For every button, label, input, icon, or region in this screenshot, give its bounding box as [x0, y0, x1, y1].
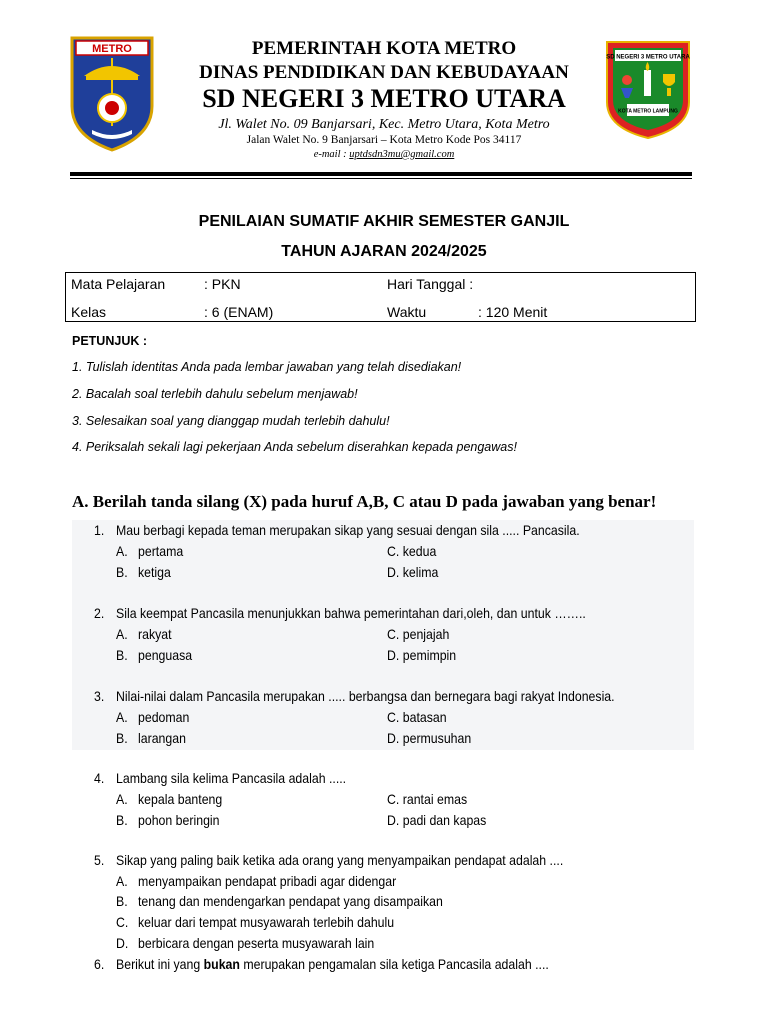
option-letter: B. — [116, 730, 128, 746]
time-label: Waktu — [387, 304, 427, 320]
academic-year: TAHUN AJARAN 2024/2025 — [281, 243, 487, 260]
exam-title: PENILAIAN SUMATIF AKHIR SEMESTER GANJIL — [198, 213, 570, 230]
question-1-option-a[interactable]: pertama — [138, 543, 184, 559]
header-divider-thick — [70, 172, 692, 176]
school-address-postal: Jalan Walet No. 9 Banjarsari – Kota Metro Kode Pos 34117 — [246, 134, 522, 146]
question-2-option-b[interactable]: penguasa — [138, 647, 193, 663]
question-3-option-a[interactable]: pedoman — [138, 709, 190, 725]
question-2-option-c[interactable]: C. penjajah — [387, 626, 450, 642]
question-1-number: 1. — [94, 522, 105, 538]
question-5-option-c[interactable]: keluar dari tempat musyawarah terlebih dahulu — [138, 914, 395, 930]
question-3-option-d[interactable]: D. permusuhan — [387, 730, 472, 746]
question-5-number: 5. — [94, 852, 105, 868]
instruction-item: 1. Tulislah identitas Anda pada lembar jawaban yang telah disediakan! — [72, 360, 462, 374]
day-date-label: Hari Tanggal : — [387, 276, 474, 292]
time-value: : 120 Menit — [478, 304, 548, 320]
question-5-text: Sikap yang paling baik ketika ada orang yang menyampaikan pendapat adalah .... — [116, 852, 564, 868]
question-6-text — [116, 956, 549, 972]
school-name: SD NEGERI 3 METRO UTARA — [202, 84, 566, 113]
svg-text:KOTA METRO LAMPUNG: KOTA METRO LAMPUNG — [618, 108, 678, 115]
option-letter: A. — [116, 626, 128, 642]
question-1-option-d[interactable]: D. kelima — [387, 564, 439, 580]
instructions-heading: PETUNJUK : — [72, 334, 148, 348]
question-1-option-b[interactable]: ketiga — [138, 564, 171, 580]
question-4-option-c[interactable]: C. rantai emas — [387, 791, 468, 807]
question-5-option-b[interactable]: tenang dan mendengarkan pendapat yang disampaikan — [138, 893, 443, 909]
option-letter: C. — [116, 914, 129, 930]
question-6-text-after: merupakan pengamalan sila ketiga Pancasila adalah .... — [239, 956, 549, 972]
question-3-text: Nilai-nilai dalam Pancasila merupakan ..... berbangsa dan bernegara bagi rakyat Indonesia. — [116, 688, 615, 704]
option-letter: A. — [116, 791, 128, 807]
question-6-number: 6. — [94, 956, 105, 972]
section-a-heading: A. Berilah tanda silang (X) pada huruf A,B, C atau D pada jawaban yang benar! — [72, 492, 657, 511]
question-2-text: Sila keempat Pancasila menunjukkan bahwa pemerintahan dari,oleh, dan untuk …….. — [116, 605, 586, 621]
option-letter: A. — [116, 709, 128, 725]
question-5-option-a[interactable]: menyampaikan pendapat pribadi agar didengar — [138, 873, 397, 889]
question-1-text: Mau berbagi kepada teman merupakan sikap yang sesuai dengan sila ..... Pancasila. — [116, 522, 580, 538]
instruction-item: 4. Periksalah sekali lagi pekerjaan Anda sebelum diserahkan kepada pengawas! — [72, 440, 517, 454]
question-3-option-b[interactable]: larangan — [138, 730, 186, 746]
school-email — [0, 149, 768, 160]
question-5-option-d[interactable]: berbicara dengan peserta musyawarah lain — [138, 935, 375, 951]
question-2-option-d[interactable]: D. pemimpin — [387, 647, 457, 663]
instruction-item: 3. Selesaikan soal yang dianggap mudah terlebih dahulu! — [72, 414, 390, 428]
email-label: e-mail : — [313, 149, 350, 160]
school-address: Jl. Walet No. 09 Banjarsari, Kec. Metro Utara, Kota Metro — [218, 117, 550, 132]
option-letter: B. — [116, 812, 128, 828]
option-letter: A. — [116, 873, 128, 889]
option-letter: B. — [116, 564, 128, 580]
question-3-option-c[interactable]: C. batasan — [387, 709, 447, 725]
option-letter: D. — [116, 935, 129, 951]
header-government: PEMERINTAH KOTA METRO — [251, 38, 517, 59]
instruction-item: 2. Bacalah soal terlebih dahulu sebelum menjawab! — [72, 387, 358, 401]
question-4-option-b[interactable]: pohon beringin — [138, 812, 220, 828]
question-4-number: 4. — [94, 770, 105, 786]
option-letter: A. — [116, 543, 128, 559]
class-label: Kelas — [71, 304, 107, 320]
subject-value: : PKN — [204, 276, 241, 292]
header-divider-thin — [70, 178, 692, 179]
option-letter: B. — [116, 647, 128, 663]
header-department: DINAS PENDIDIKAN DAN KEBUDAYAAN — [199, 62, 569, 83]
question-2-number: 2. — [94, 605, 105, 621]
svg-text:METRO: METRO — [92, 43, 132, 55]
class-value: : 6 (ENAM) — [204, 304, 274, 320]
subject-label: Mata Pelajaran — [71, 276, 166, 292]
question-6-keyword: bukan — [203, 956, 240, 972]
question-3-number: 3. — [94, 688, 105, 704]
question-4-text: Lambang sila kelima Pancasila adalah ..... — [116, 770, 347, 786]
question-4-option-a[interactable]: kepala banteng — [138, 791, 223, 807]
question-6-text-before: Berikut ini yang — [116, 956, 204, 972]
question-2-option-a[interactable]: rakyat — [138, 626, 172, 642]
option-letter: B. — [116, 893, 128, 909]
email-link[interactable]: uptdsdn3mu@gmail.com — [349, 149, 455, 160]
question-1-option-c[interactable]: C. kedua — [387, 543, 437, 559]
question-4-option-d[interactable]: D. padi dan kapas — [387, 812, 487, 828]
svg-text:SD NEGERI 3 METRO UTARA: SD NEGERI 3 METRO UTARA — [606, 54, 690, 61]
